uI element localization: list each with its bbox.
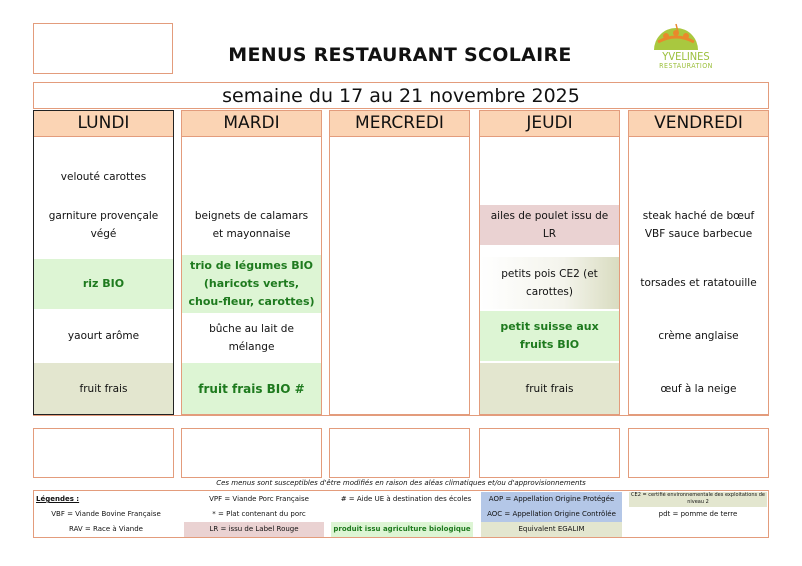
menu-item-dairy: yaourt arôme <box>67 330 140 342</box>
day-column-vendredi <box>628 110 769 415</box>
menu-item-main: steak haché de bœuf VBF sauce barbecue <box>642 210 755 240</box>
menu-item-dairy: bûche au lait de mélange <box>209 323 294 353</box>
bottom-cell-mercredi <box>329 428 470 478</box>
week-banner: semaine du 17 au 21 novembre 2025 <box>33 82 769 109</box>
day-column-mardi <box>181 110 322 415</box>
day-header-jeudi: JEUDI <box>480 111 619 137</box>
legend-bio: produit issu agriculture biologique <box>331 522 473 537</box>
day-column-jeudi <box>479 110 620 415</box>
legend-label-rouge: LR = issu de Label Rouge <box>184 522 324 537</box>
day-header-mercredi: MERCREDI <box>330 111 469 137</box>
menu-item-dessert: fruit frais BIO # <box>182 363 321 414</box>
legend-pdt: pdt = pomme de terre <box>658 510 738 518</box>
menu-item-side: riz BIO <box>34 259 173 309</box>
logo-text-restauration: RESTAURATION <box>659 62 713 70</box>
menu-item-dairy: petit suisse aux fruits BIO <box>480 311 619 361</box>
bottom-cell-vendredi <box>628 428 769 478</box>
legend-ce2: CE2 = certifié environnementale des exploitations de niveau 2 <box>629 492 767 507</box>
logo-text-yvelines: YVELINES <box>662 50 710 63</box>
legend-aide-ue: # = Aide UE à destination des écoles <box>340 495 472 503</box>
menu-item-dessert: fruit frais <box>480 363 619 414</box>
legend-porc: * = Plat contenant du porc <box>212 510 306 518</box>
legend-vpf: VPF = Viande Porc Française <box>209 495 309 503</box>
day-column-mercredi <box>329 110 470 415</box>
day-header-lundi: LUNDI <box>34 111 173 137</box>
legend-rav: RAV = Race à Viande <box>69 525 143 533</box>
menu-item-starter: velouté carottes <box>60 171 147 183</box>
menu-item-dairy: crème anglaise <box>658 330 739 342</box>
disclaimer-notice: Ces menus sont susceptibles d'être modifiés en raison des aléas climatiques et/ou d'approvisionnements <box>216 479 586 487</box>
menu-item-main: beignets de calamars et mayonnaise <box>194 210 309 240</box>
menu-item-main: garniture provençale végé <box>48 210 159 240</box>
legend-box <box>33 490 769 538</box>
legend-egalim: Equivalent EGALIM <box>481 522 622 537</box>
legend-title: Légendes : <box>36 495 80 503</box>
legend-aop: AOP = Appellation Origine Protégée <box>481 492 622 507</box>
menu-item-side: torsades et ratatouille <box>640 277 757 289</box>
bottom-cell-lundi <box>33 428 174 478</box>
day-column-lundi <box>33 110 174 415</box>
bottom-cell-mardi <box>181 428 322 478</box>
menu-item-side: trio de légumes BIO (haricots verts, chou-fleur, carottes) <box>182 255 321 313</box>
menu-item-dessert: œuf à la neige <box>660 382 737 395</box>
yvelines-restauration-logo <box>636 18 736 74</box>
page-title: MENUS RESTAURANT SCOLAIRE <box>228 44 572 66</box>
header-empty-box <box>33 23 173 74</box>
menu-item-dessert: fruit frais <box>34 363 173 414</box>
divider <box>33 415 769 416</box>
menu-item-main: ailes de poulet issu de LR <box>480 205 619 245</box>
bottom-cell-jeudi <box>479 428 620 478</box>
legend-aoc: AOC = Appellation Origine Contrôlée <box>481 507 622 522</box>
day-header-vendredi: VENDREDI <box>629 111 768 137</box>
day-header-mardi: MARDI <box>182 111 321 137</box>
menu-item-side: petits pois CE2 (et carottes) <box>480 257 619 309</box>
legend-vbf: VBF = Viande Bovine Française <box>51 510 161 518</box>
